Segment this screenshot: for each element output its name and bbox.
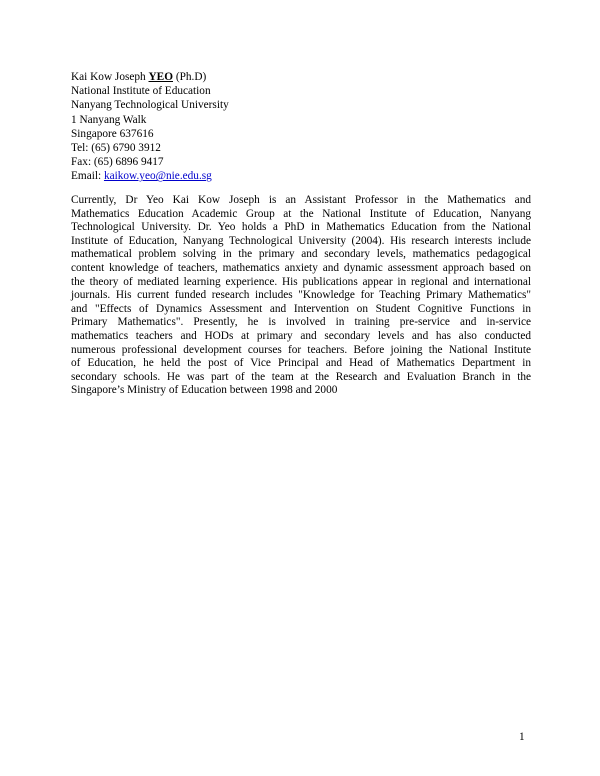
author-degree: (Ph.D) [175,71,207,83]
bio-line: of Education, he held the post of Vice Principal and Head of Mathematics Department in [71,357,531,370]
bio-line: Mathematics Education Academic Group at the National Institute of Education, Nanyang [71,207,531,220]
page-number: 1 [519,731,525,743]
author-name-line [71,70,531,84]
fax-line: Fax: (65) 6896 9417 [71,156,164,169]
email-link[interactable]: kaikow.yeo@nie.edu.sg [103,170,212,183]
institute-line: National Institute of Education [71,85,211,98]
author-surname: YEO [148,71,173,83]
street-line: 1 Nanyang Walk [71,113,147,126]
university-line: Nanyang Technological University [71,99,229,112]
bio-line: Singapore’s Ministry of Education between 1998 and 2000 [71,384,338,397]
bio-line: Technological University. Dr. Yeo holds a PhD in Mathematics Education from the National [71,221,531,234]
biography-paragraph [71,194,531,398]
author-given-names: Kai Kow Joseph [71,71,146,83]
bio-line: and "Effects of Dynamics Assessment and Intervention on Student Cognitive Functions in [71,302,531,315]
bio-line: mathematical problem solving in the primary and secondary levels, mathematics pedagogical [71,248,531,261]
bio-line: journals. His current funded research includes "Knowledge for Teaching Primary Mathematics" [71,289,531,302]
bio-line: secondary schools. He was part of the team at the Research and Evaluation Branch in the [71,370,531,383]
bio-line: Institute of Education, Nanyang Technological University (2004). His research interests include [71,234,531,247]
telephone-line: Tel: (65) 6790 3912 [71,142,161,155]
email-line [71,169,531,183]
bio-line: Currently, Dr Yeo Kai Kow Joseph is an Assistant Professor in the Mathematics and [71,194,531,206]
bio-line: mathematics teachers and HODs at primary and secondary levels and has also conducted [71,329,531,342]
bio-line: the theory of mediated learning experience. His publications appear in regional and international [71,275,531,288]
bio-line: Primary Mathematics". Presently, he is involved in training pre-service and in-service [71,316,531,329]
bio-line: content knowledge of teachers, mathematics anxiety and dynamic assessment approach based on [71,261,531,274]
email-label: Email: [71,170,102,183]
city-line: Singapore 637616 [71,127,154,140]
bio-line: numerous professional development courses for teachers. Before joining the National Institute [71,343,531,356]
contact-block [71,70,531,184]
